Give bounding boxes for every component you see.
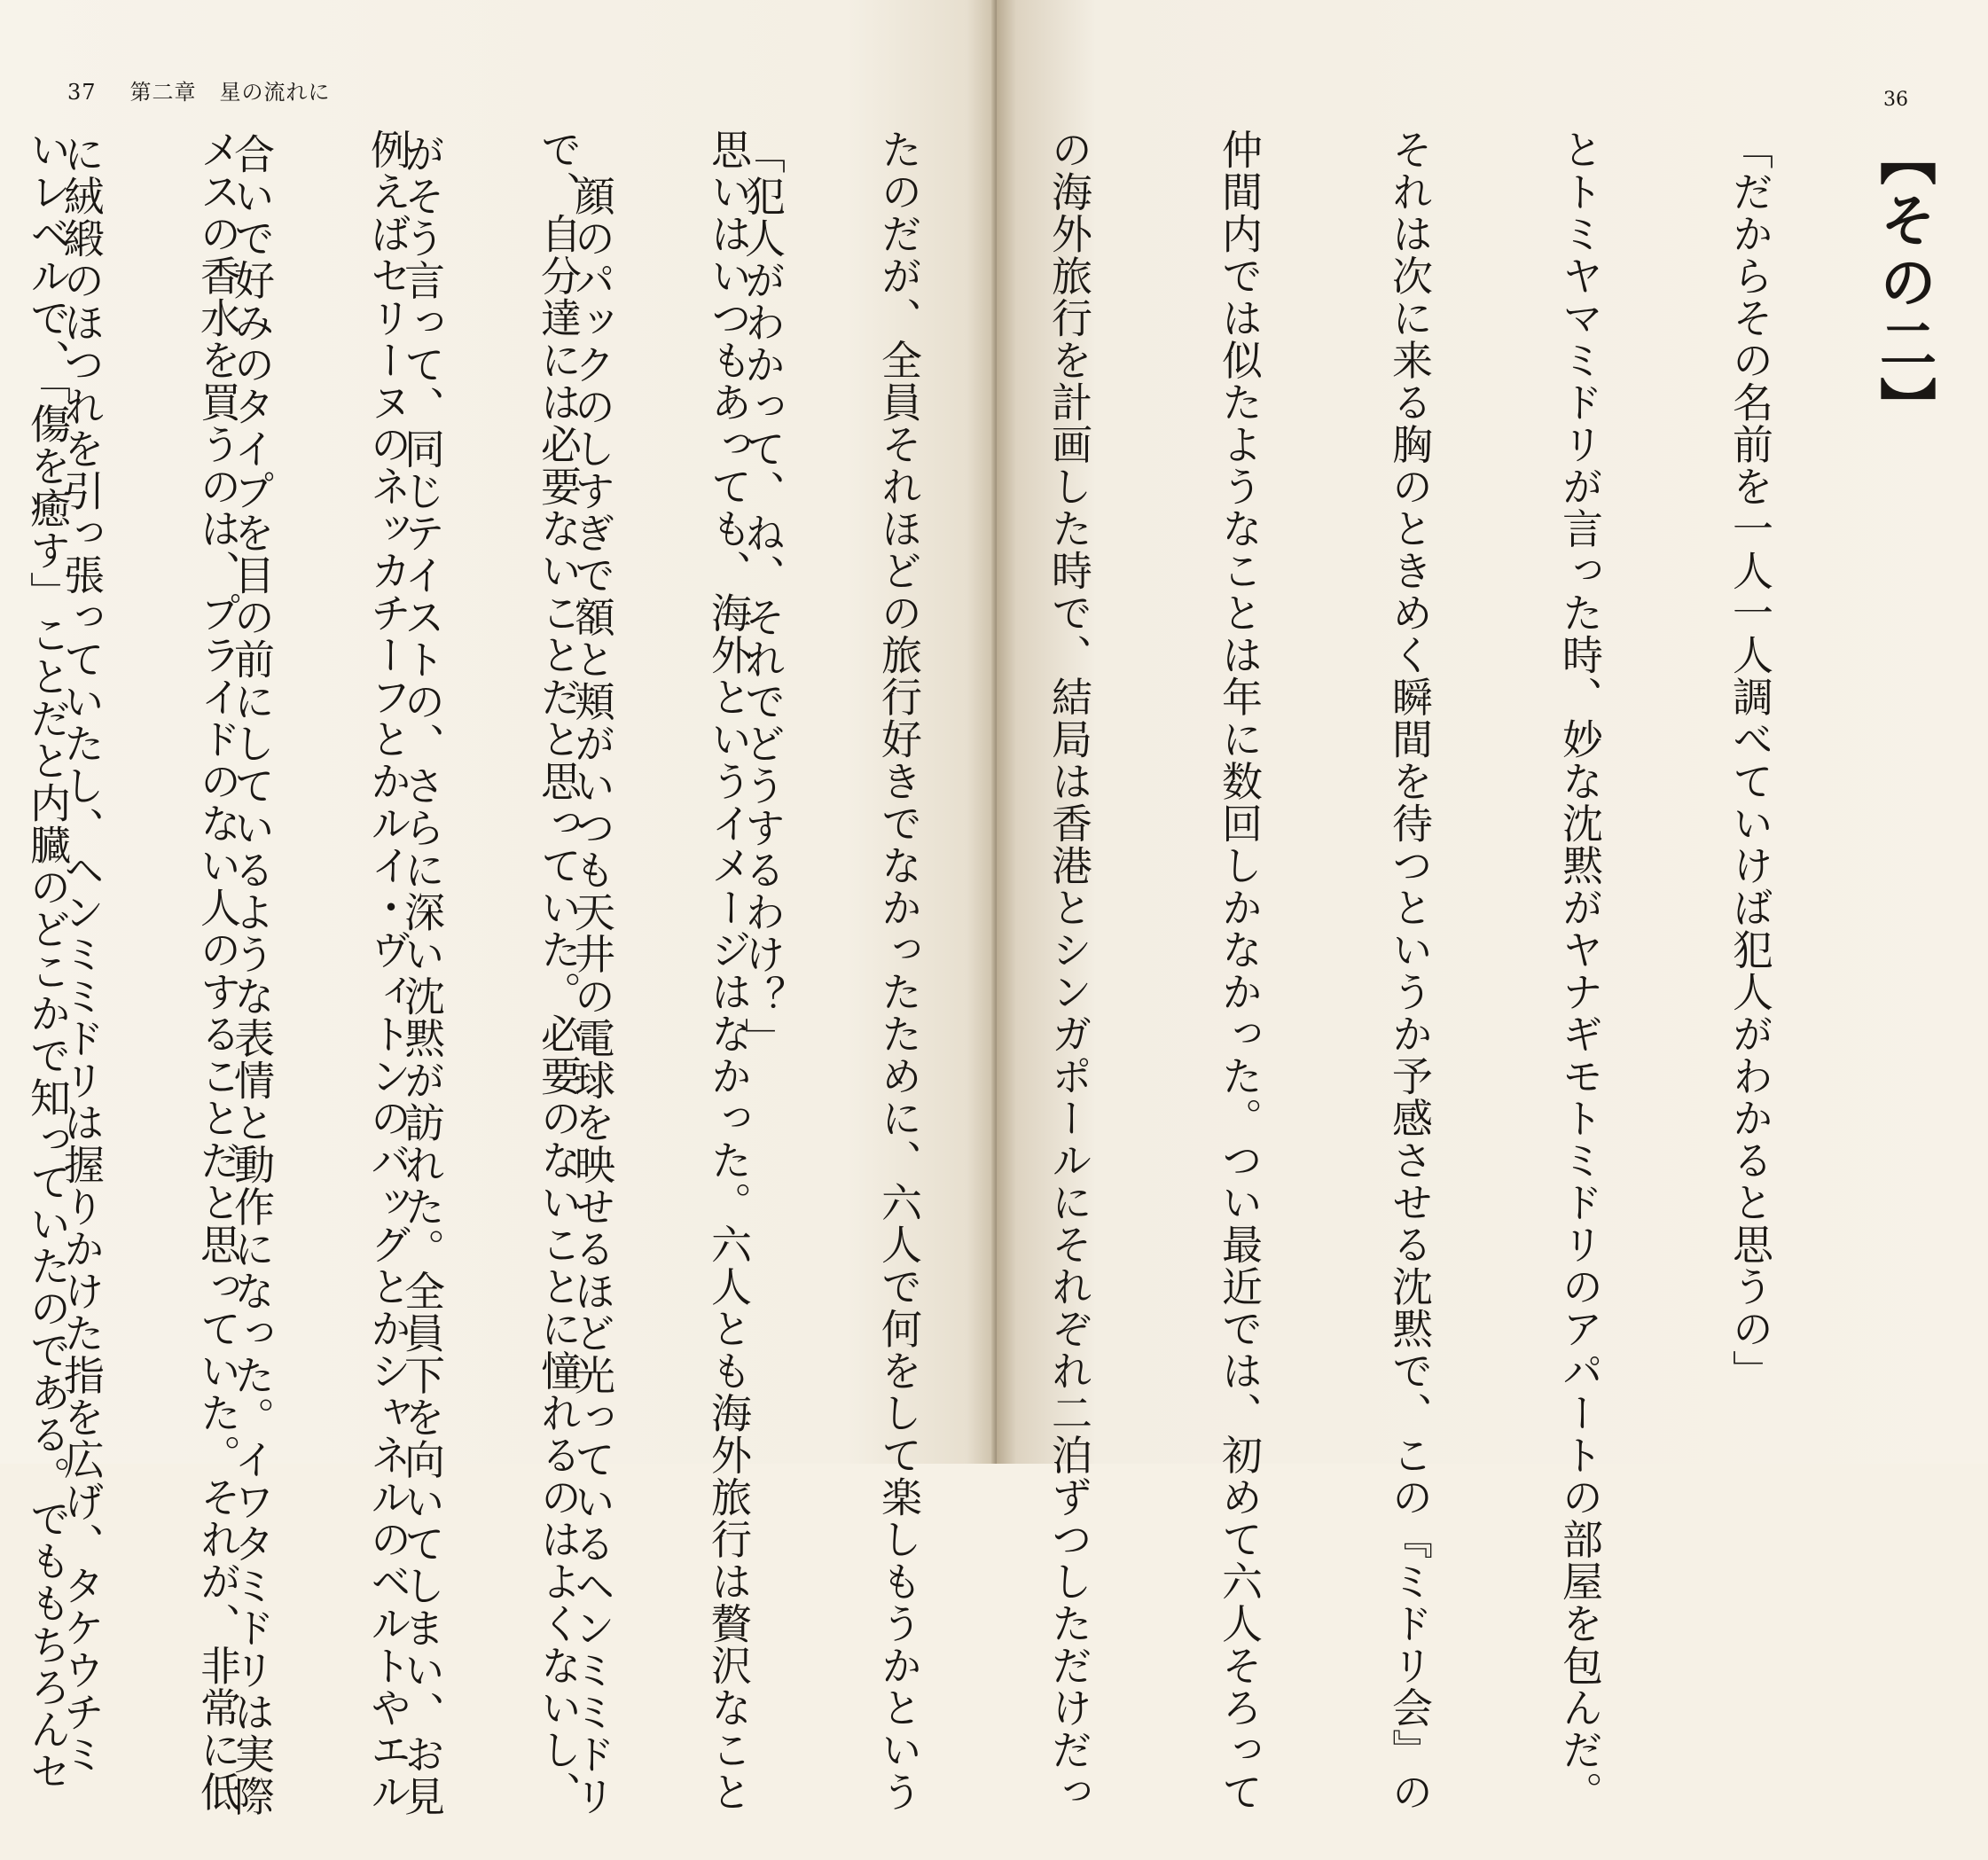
text-line: 思いはいつもあっても、海外というイメージはなかった。六人とも海外旅行は贅沢なこと xyxy=(705,129,753,1813)
text-line: たのだが、全員それほどの旅行好きでなかったために、六人で何をして楽しもうかという xyxy=(875,129,923,1813)
text-line: 「だからその名前を一人一人調べていけば犯人がわかると思うの」 xyxy=(1726,129,1774,1392)
text-line: とトミヤマミドリが言った時、妙な沈黙がヤナギモトミドリのアパートの部屋を包んだ。 xyxy=(1556,129,1604,1813)
text-line: それは次に来る胸のときめく瞬間を待つというか予感させる沈黙で、この『ミドリ会』の xyxy=(1386,129,1434,1813)
running-header xyxy=(67,74,331,106)
text-line: 顔のパックのしすぎで額と頬がいつも天井の電球を映せるほど光っているヘンミミドリ xyxy=(568,133,616,1817)
page-number-right: 36 xyxy=(1883,89,1908,111)
text-line: いレベルで、「傷を癒す」ことだと内臓のどこかで知っていたのである。でももちろんセ xyxy=(24,129,72,1793)
text-line: 例えばセリーヌのネッカチーフとかルイ・ヴィトンのバッグとかシャネルのベルトやエル xyxy=(364,129,412,1813)
text-line: がそう言って、同じテイストの、さらに深い沈黙が訪れた。全員下を向いてしまい、お見 xyxy=(398,133,446,1817)
text-line: に絨緞のほつれを引っ張っていたし、ヘンミミドリは握りかけた指を広げ、タケウチミ xyxy=(58,133,106,1776)
chapter-label: 第二章 xyxy=(129,80,197,105)
text-line: の海外旅行を計画した時で、結局は香港とシンガポールにそれぞれ二泊ずつしただけだっ xyxy=(1045,129,1093,1813)
text-line: 合いで好みのタイプを目の前にしているような表情と動作になった。イワタミドリは実際 xyxy=(228,133,276,1817)
text-line: で、自分達には必要ないことだと思っていた。必要のないことに憧れるのはよくないし、 xyxy=(535,129,583,1813)
text-line: メスの香水を買うのは、プライドのない人のすることだと思っていた。それが、非常に低 xyxy=(194,129,242,1813)
page-number-left: 37 xyxy=(67,80,97,105)
text-line: 「犯人がわかって、ね、それでどうするわけ？」 xyxy=(739,133,787,1059)
text-line: 仲間内では似たようなことは年に数回しかなかった。つい最近では、初めて六人そろって xyxy=(1216,129,1264,1813)
chapter-title: 星の流れに xyxy=(219,80,331,105)
section-title: 【その二】 xyxy=(1870,129,1936,439)
